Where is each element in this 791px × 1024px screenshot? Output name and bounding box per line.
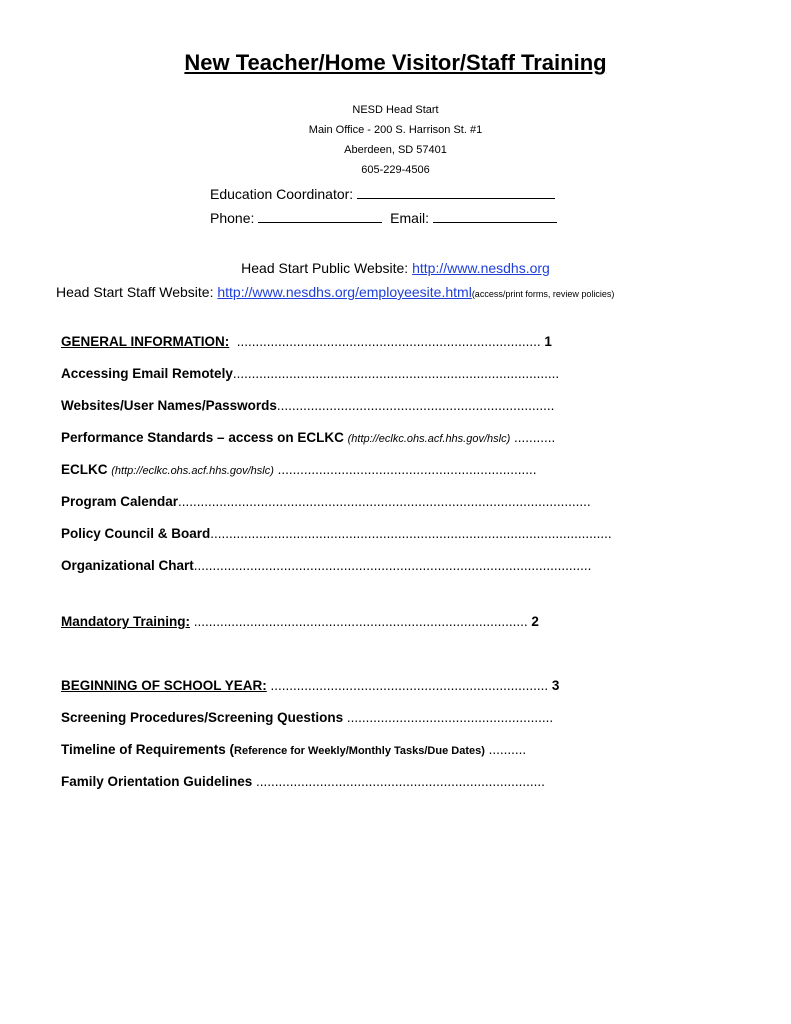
phone-blank xyxy=(258,208,382,223)
contact-row xyxy=(210,208,557,226)
beginning-heading-label: BEGINNING OF SCHOOL YEAR: xyxy=(61,678,267,693)
staff-website-row xyxy=(56,284,614,300)
staff-website-label: Head Start Staff Website: xyxy=(56,284,214,300)
phone-label: Phone: xyxy=(210,210,255,226)
page-title: New Teacher/Home Visitor/Staff Training xyxy=(184,50,607,75)
toc-beginning-heading: BEGINNING OF SCHOOL YEAR: .......................................................................... 3 xyxy=(61,678,560,693)
staff-website-link[interactable]: http://www.nesdhs.org/employeesite.html xyxy=(217,284,472,300)
org-phone: 605-229-4506 xyxy=(361,164,430,176)
toc-item: ECLKC (http://eclkc.ohs.acf.hhs.gov/hslc) ..................................................................... xyxy=(61,462,537,477)
eclkc-url: (http://eclkc.ohs.acf.hhs.gov/hslc) xyxy=(347,433,511,445)
org-address: Main Office - 200 S. Harrison St. #1 xyxy=(308,124,483,136)
public-website-link[interactable]: http://www.nesdhs.org xyxy=(412,260,550,276)
mandatory-page-number: 2 xyxy=(531,614,539,629)
toc-item: Family Orientation Guidelines ............................................................................. xyxy=(61,774,545,789)
toc-item: Screening Procedures/Screening Questions ....................................................... xyxy=(61,710,554,725)
mandatory-heading-label: Mandatory Training: xyxy=(61,614,191,629)
toc-item: Organizational Chart.......................................................................................................... xyxy=(61,558,592,573)
toc-item: Timeline of Requirements (Reference for Weekly/Monthly Tasks/Due Dates) .......... xyxy=(61,742,527,757)
org-name: NESD Head Start xyxy=(352,104,439,116)
public-website-label: Head Start Public Website: xyxy=(241,260,409,276)
coordinator-label: Education Coordinator: xyxy=(210,186,354,202)
toc-item: Program Calendar.............................................................................................................. xyxy=(61,494,591,509)
toc-mandatory-heading: Mandatory Training: ......................................................................................... 2 xyxy=(61,614,539,629)
email-blank xyxy=(433,208,557,223)
general-heading-label: GENERAL INFORMATION: xyxy=(61,334,230,349)
toc-item: Performance Standards – access on ECLKC (http://eclkc.ohs.acf.hhs.gov/hslc) ........... xyxy=(61,430,556,445)
general-page-number: 1 xyxy=(544,334,552,349)
toc-item: Websites/User Names/Passwords.......................................................................... xyxy=(61,398,555,413)
toc-item: Accessing Email Remotely....................................................................................... xyxy=(61,366,560,381)
beginning-page-number: 3 xyxy=(551,678,560,693)
timeline-reference: Reference for Weekly/Monthly Tasks/Due Dates) xyxy=(234,745,485,757)
staff-website-note: (access/print forms, review policies) xyxy=(471,289,615,299)
coordinator-blank xyxy=(357,184,555,199)
toc-item: Policy Council & Board........................................................................................................... xyxy=(61,526,612,541)
eclkc-url: (http://eclkc.ohs.acf.hhs.gov/hslc) xyxy=(111,465,274,477)
public-website-row xyxy=(0,260,791,276)
email-label: Email: xyxy=(390,210,430,226)
coordinator-row xyxy=(210,184,555,202)
toc-general-heading: GENERAL INFORMATION: ................................................................................. 1 xyxy=(61,334,552,349)
org-city: Aberdeen, SD 57401 xyxy=(344,144,447,156)
